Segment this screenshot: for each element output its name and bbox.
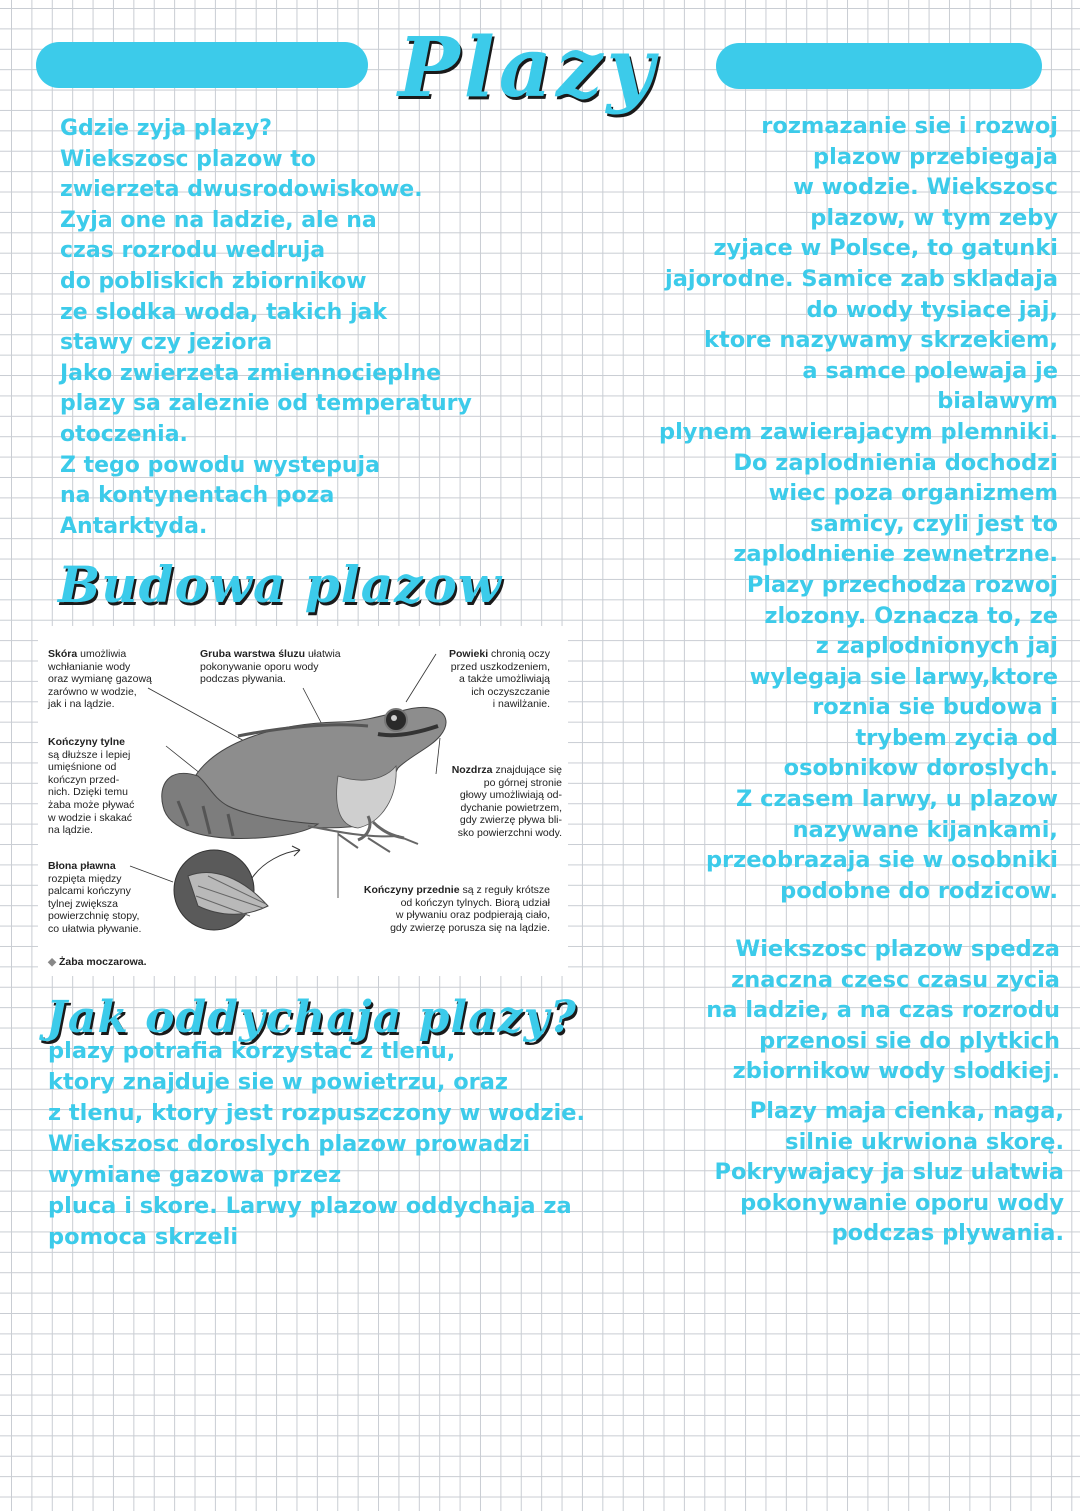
- reproduction-line: zyjace w Polsce, to gatunki: [713, 235, 1058, 262]
- habitat-line: Gdzie zyja plazy?: [60, 116, 272, 141]
- reproduction-line: roznia sie budowa i: [812, 694, 1058, 721]
- habitat-line: Antarktyda.: [60, 513, 208, 539]
- caption-line: rozpięta między: [48, 872, 122, 885]
- webbed-foot-icon: [174, 846, 300, 930]
- habitat-line: ze slodka woda, takich jak: [60, 299, 387, 325]
- habitat-line: do pobliskich zbiornikow: [60, 268, 367, 294]
- figure-caption-text: Żaba moczarowa.: [59, 956, 147, 968]
- caption-line: gdy zwierzę pływa bli-: [459, 814, 562, 827]
- skin-caption-title: Skóra: [48, 648, 78, 660]
- reproduction-line: podobne do rodzicow.: [780, 877, 1058, 904]
- eyelids-caption: [449, 648, 550, 711]
- web-caption-title: Błona pławna: [48, 860, 116, 872]
- habitat-line: otoczenia.: [60, 421, 188, 447]
- reproduction-line: plazow przebiegaja: [813, 143, 1058, 170]
- life-notes: [706, 934, 1060, 1087]
- life-line: Wiekszosc plazow spedza: [735, 936, 1060, 962]
- caption-line: ułatwia: [305, 648, 341, 660]
- caption-line: żaba może pływać: [48, 798, 135, 811]
- caption-line: ich oczyszczanie: [471, 685, 550, 698]
- caption-line: oraz wymianę gazową: [48, 673, 152, 686]
- caption-line: są dłuższe i lepiej: [48, 748, 131, 761]
- eyelids-caption-title: Powieki: [449, 648, 489, 660]
- caption-line: w pływaniu oraz podpierają ciało,: [395, 909, 550, 922]
- reproduction-line: Plazy przechodza rozwoj: [746, 571, 1058, 598]
- page-title: Plazy: [398, 20, 659, 116]
- caption-line: przed uszkodzeniem,: [450, 660, 550, 673]
- habitat-line: na kontynentach poza: [60, 483, 335, 509]
- forelimbs-caption: [364, 884, 550, 934]
- habitat-line: plazy sa zaleznie od temperatury: [60, 391, 472, 417]
- reproduction-notes: [659, 111, 1058, 906]
- breathing-line: plazy potrafia korzystac z tlenu,: [48, 1038, 456, 1064]
- caption-line: tylnej zwiększa: [48, 897, 119, 910]
- breathing-line: wymiane gazowa przez: [48, 1162, 342, 1188]
- caption-line: a także umożliwiają: [458, 673, 550, 686]
- caption-line: chronią oczy: [488, 648, 550, 660]
- reproduction-line: do wody tysiace jaj,: [806, 296, 1058, 323]
- caption-line: gdy zwierzę porusza się na lądzie.: [390, 921, 550, 934]
- caption-line: co ułatwia pływanie.: [48, 922, 142, 935]
- skin-line: silnie ukrwiona skorę.: [785, 1128, 1064, 1155]
- reproduction-line: osobnikow doroslych.: [783, 755, 1058, 782]
- reproduction-line: Do zaplodnienia dochodzi: [733, 449, 1058, 476]
- hindlimbs-caption: [48, 736, 134, 837]
- breathing-line: z tlenu, ktory jest rozpuszczony w wodzie.: [48, 1100, 586, 1126]
- habitat-line: zwierzeta dwusrodowiskowe.: [60, 177, 423, 203]
- caption-line: pokonywanie oporu wody: [200, 660, 319, 673]
- web-caption: [48, 860, 141, 936]
- life-line: przenosi sie do plytkich: [759, 1027, 1060, 1054]
- reproduction-line: plynem zawierajacym plemniki.: [658, 418, 1058, 445]
- reproduction-line: a samce polewaja je: [802, 357, 1058, 384]
- reproduction-line: w wodzie. Wiekszosc: [793, 174, 1058, 201]
- caption-line: wchłanianie wody: [48, 660, 131, 673]
- title-bar-right: [716, 43, 1042, 89]
- caption-line: umięśnione od: [48, 761, 117, 774]
- reproduction-line: przeobrazaja sie w osobniki: [705, 847, 1058, 874]
- breathing-line: pluca i skore. Larwy plazow oddychaja za: [48, 1193, 572, 1219]
- caption-line: głowy umożliwiają od-: [459, 789, 562, 802]
- skin-notes: [714, 1096, 1064, 1249]
- reproduction-line: rozmazanie sie i rozwoj: [761, 113, 1058, 139]
- skin-line: pokonywanie oporu wody: [740, 1189, 1064, 1216]
- caption-line: nich. Dzięki temu: [48, 786, 128, 799]
- reproduction-line: jajorodne. Samice zab skladaja: [664, 265, 1058, 292]
- breathing-line: Wiekszosc doroslych plazow prowadzi: [48, 1131, 531, 1157]
- caption-line: palcami kończyny: [48, 885, 131, 898]
- caption-line: powierzchnię stopy,: [48, 910, 140, 923]
- caption-line: są z reguły krótsze: [459, 884, 550, 896]
- frog-diagram: [38, 626, 568, 976]
- mucus-caption: [200, 648, 341, 686]
- frog-icon: [162, 707, 446, 852]
- breathing-notes: [48, 1036, 585, 1253]
- life-line: zbiornikow wody slodkiej.: [732, 1058, 1060, 1085]
- breathing-heading: Jak oddychaja plazy?: [46, 992, 577, 1043]
- reproduction-line: samicy, czyli jest to: [810, 510, 1058, 537]
- habitat-notes: [60, 114, 472, 542]
- reproduction-line: zaplodnienie zewnetrzne.: [733, 541, 1058, 568]
- habitat-line: stawy czy jeziora: [60, 330, 273, 356]
- reproduction-line: bialawym: [937, 388, 1058, 415]
- reproduction-line: plazow, w tym zeby: [810, 204, 1058, 231]
- skin-caption: [48, 648, 152, 711]
- caption-line: w wodzie i skakać: [48, 811, 133, 824]
- caption-line: na lądzie.: [48, 824, 93, 837]
- life-line: znaczna czesc czasu zycia: [731, 966, 1060, 993]
- caption-line: od kończyn tylnych. Biorą udział: [400, 896, 550, 909]
- caption-line: znajdujące się: [492, 764, 562, 776]
- habitat-line: Wiekszosc plazow to: [60, 146, 316, 172]
- caption-line: po górnej stronie: [483, 776, 562, 789]
- structure-heading: Budowa plazow: [58, 555, 502, 614]
- hindlimbs-caption-title: Kończyny tylne: [48, 736, 126, 748]
- forelimbs-caption-title: Kończyny przednie: [363, 884, 460, 896]
- title-bar-left: [36, 42, 368, 88]
- habitat-line: Zyja one na ladzie, ale na: [60, 207, 377, 233]
- habitat-line: Jako zwierzeta zmiennocieplne: [60, 360, 442, 386]
- habitat-line: Z tego powodu wystepuja: [60, 452, 380, 478]
- nostrils-caption: [452, 764, 562, 840]
- life-line: na ladzie, a na czas rozrodu: [706, 997, 1060, 1024]
- breathing-line: ktory znajduje sie w powietrzu, oraz: [48, 1069, 509, 1095]
- reproduction-line: ktore nazywamy skrzekiem,: [704, 327, 1058, 354]
- caption-line: dychanie powietrzem,: [460, 801, 562, 814]
- nostrils-caption-title: Nozdrza: [451, 764, 493, 776]
- reproduction-line: trybem zycia od: [855, 724, 1058, 751]
- breathing-line: pomoca skrzeli: [48, 1224, 239, 1250]
- skin-line: Pokrywajacy ja sluz ulatwia: [714, 1159, 1064, 1186]
- skin-line: podczas plywania.: [831, 1220, 1064, 1247]
- mucus-caption-title: Gruba warstwa śluzu: [200, 648, 306, 660]
- diamond-icon: ◆: [48, 956, 59, 968]
- reproduction-line: nazywane kijankami,: [792, 816, 1058, 843]
- caption-line: umożliwia: [77, 648, 127, 660]
- figure-caption: [48, 956, 147, 969]
- habitat-line: czas rozrodu wedruja: [60, 238, 326, 264]
- caption-line: i nawilżanie.: [492, 698, 550, 711]
- caption-line: podczas pływania.: [200, 673, 286, 686]
- reproduction-line: z zaplodnionych jaj: [815, 633, 1058, 660]
- caption-line: zarówno w wodzie,: [48, 685, 137, 698]
- caption-line: kończyn przed-: [48, 773, 120, 786]
- caption-line: sko powierzchni wody.: [457, 826, 562, 839]
- caption-line: jak i na lądzie.: [48, 698, 115, 711]
- reproduction-line: wiec poza organizmem: [768, 480, 1058, 507]
- skin-line: Plazy maja cienka, naga,: [749, 1098, 1064, 1124]
- reproduction-line: wylegaja sie larwy,ktore: [749, 663, 1058, 690]
- reproduction-line: Z czasem larwy, u plazow: [736, 786, 1058, 813]
- reproduction-line: zlozony. Oznacza to, ze: [764, 602, 1058, 629]
